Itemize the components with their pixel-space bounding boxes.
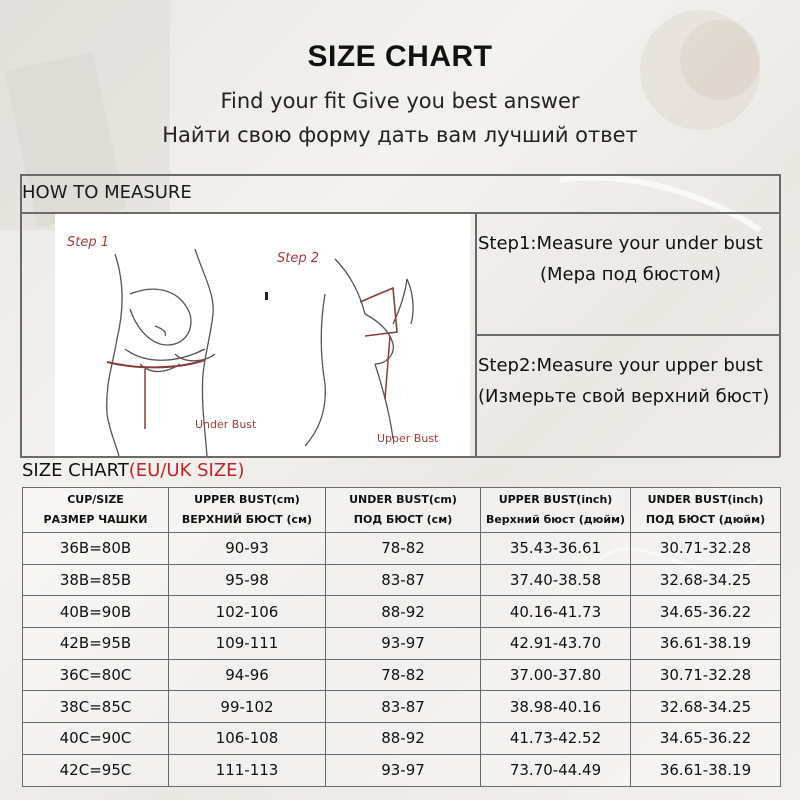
table-cell: 30.71-32.28 xyxy=(631,659,781,691)
column-header: UNDER BUST(cm) ПОД БЮСТ (см) xyxy=(326,488,481,533)
how-to-measure-heading: HOW TO MEASURE xyxy=(22,182,192,203)
table-cell: 38C=85C xyxy=(23,691,169,723)
table-cell: 40C=90C xyxy=(23,723,169,755)
divider xyxy=(779,174,781,457)
divider xyxy=(20,456,780,458)
subtitle-english: Find your fit Give you best answer xyxy=(220,89,580,113)
table-cell: 36.61-38.19 xyxy=(631,754,781,786)
column-header: UPPER BUST(cm) ВЕРХНИЙ БЮСТ (см) xyxy=(169,488,326,533)
under-bust-caption: Under Bust xyxy=(195,418,257,431)
table-cell: 90-93 xyxy=(169,533,326,565)
step1-text-russian: (Мера под бюстом) xyxy=(540,264,722,285)
divider xyxy=(20,174,22,457)
size-table xyxy=(22,487,781,787)
table-row xyxy=(23,596,781,628)
step2-instruction: Step2:Measure your upper bust (Измерьте свой верхний бюст) xyxy=(478,355,770,407)
table-cell: 42C=95C xyxy=(23,754,169,786)
table-cell: 40B=90B xyxy=(23,596,169,628)
table-cell: 32.68-34.25 xyxy=(631,564,781,596)
size-chart-heading xyxy=(22,460,245,481)
table-header-row xyxy=(23,488,781,533)
divider xyxy=(20,174,780,176)
table-row xyxy=(23,691,781,723)
table-row xyxy=(23,659,781,691)
table-cell: 93-97 xyxy=(326,628,481,660)
table-cell: 111-113 xyxy=(169,754,326,786)
page-title: SIZE CHART xyxy=(307,40,493,73)
table-row xyxy=(23,564,781,596)
table-row xyxy=(23,533,781,565)
table-cell: 38.98-40.16 xyxy=(481,691,631,723)
table-cell: 83-87 xyxy=(326,564,481,596)
size-chart-heading-highlight: (EU/UK SIZE) xyxy=(128,460,245,481)
table-cell: 38B=85B xyxy=(23,564,169,596)
step1-instruction xyxy=(478,228,768,290)
table-cell: 35.43-36.61 xyxy=(481,533,631,565)
table-cell: 88-92 xyxy=(326,596,481,628)
table-cell: 36B=80B xyxy=(23,533,169,565)
table-cell: 93-97 xyxy=(326,754,481,786)
table-cell: 30.71-32.28 xyxy=(631,533,781,565)
table-cell: 94-96 xyxy=(169,659,326,691)
step1-text-english: Step1:Measure your under bust xyxy=(478,233,763,254)
illustration-under-bust xyxy=(55,214,265,456)
table-cell: 34.65-36.22 xyxy=(631,596,781,628)
table-cell: 32.68-34.25 xyxy=(631,691,781,723)
divider xyxy=(475,334,780,336)
table-cell: 102-106 xyxy=(169,596,326,628)
title-block xyxy=(0,0,800,170)
table-cell: 73.70-44.49 xyxy=(481,754,631,786)
table-row xyxy=(23,723,781,755)
table-cell: 106-108 xyxy=(169,723,326,755)
illustration-upper-bust xyxy=(265,214,470,456)
table-cell: 42B=95B xyxy=(23,628,169,660)
size-chart-heading-text: SIZE CHART xyxy=(22,460,129,481)
table-cell: 41.73-42.52 xyxy=(481,723,631,755)
table-cell: 109-111 xyxy=(169,628,326,660)
table-cell: 40.16-41.73 xyxy=(481,596,631,628)
table-cell: 78-82 xyxy=(326,533,481,565)
table-cell: 99-102 xyxy=(169,691,326,723)
table-cell: 36.61-38.19 xyxy=(631,628,781,660)
table-cell: 78-82 xyxy=(326,659,481,691)
under-bust-figure-icon xyxy=(55,214,265,456)
table-cell: 42.91-43.70 xyxy=(481,628,631,660)
step-2-label: Step 2 xyxy=(277,251,320,266)
upper-bust-caption: Upper Bust xyxy=(377,432,439,445)
subtitle-russian: Найти свою форму дать вам лучший ответ xyxy=(162,123,638,147)
upper-bust-figure-icon xyxy=(265,214,470,456)
column-header: CUP/SIZE РАЗМЕР ЧАШКИ xyxy=(23,488,169,533)
table-cell: 34.65-36.22 xyxy=(631,723,781,755)
step-1-label: Step 1 xyxy=(67,235,110,250)
table-cell: 37.00-37.80 xyxy=(481,659,631,691)
table-cell: 37.40-38.58 xyxy=(481,564,631,596)
table-cell: 83-87 xyxy=(326,691,481,723)
table-cell: 95-98 xyxy=(169,564,326,596)
table-cell: 36C=80C xyxy=(23,659,169,691)
column-header: UNDER BUST(inch) ПОД БЮСТ (дюйм) xyxy=(631,488,781,533)
table-row xyxy=(23,628,781,660)
table-cell: 88-92 xyxy=(326,723,481,755)
table-row xyxy=(23,754,781,786)
column-header: UPPER BUST(inch) Верхний бюст (дюйм) xyxy=(481,488,631,533)
